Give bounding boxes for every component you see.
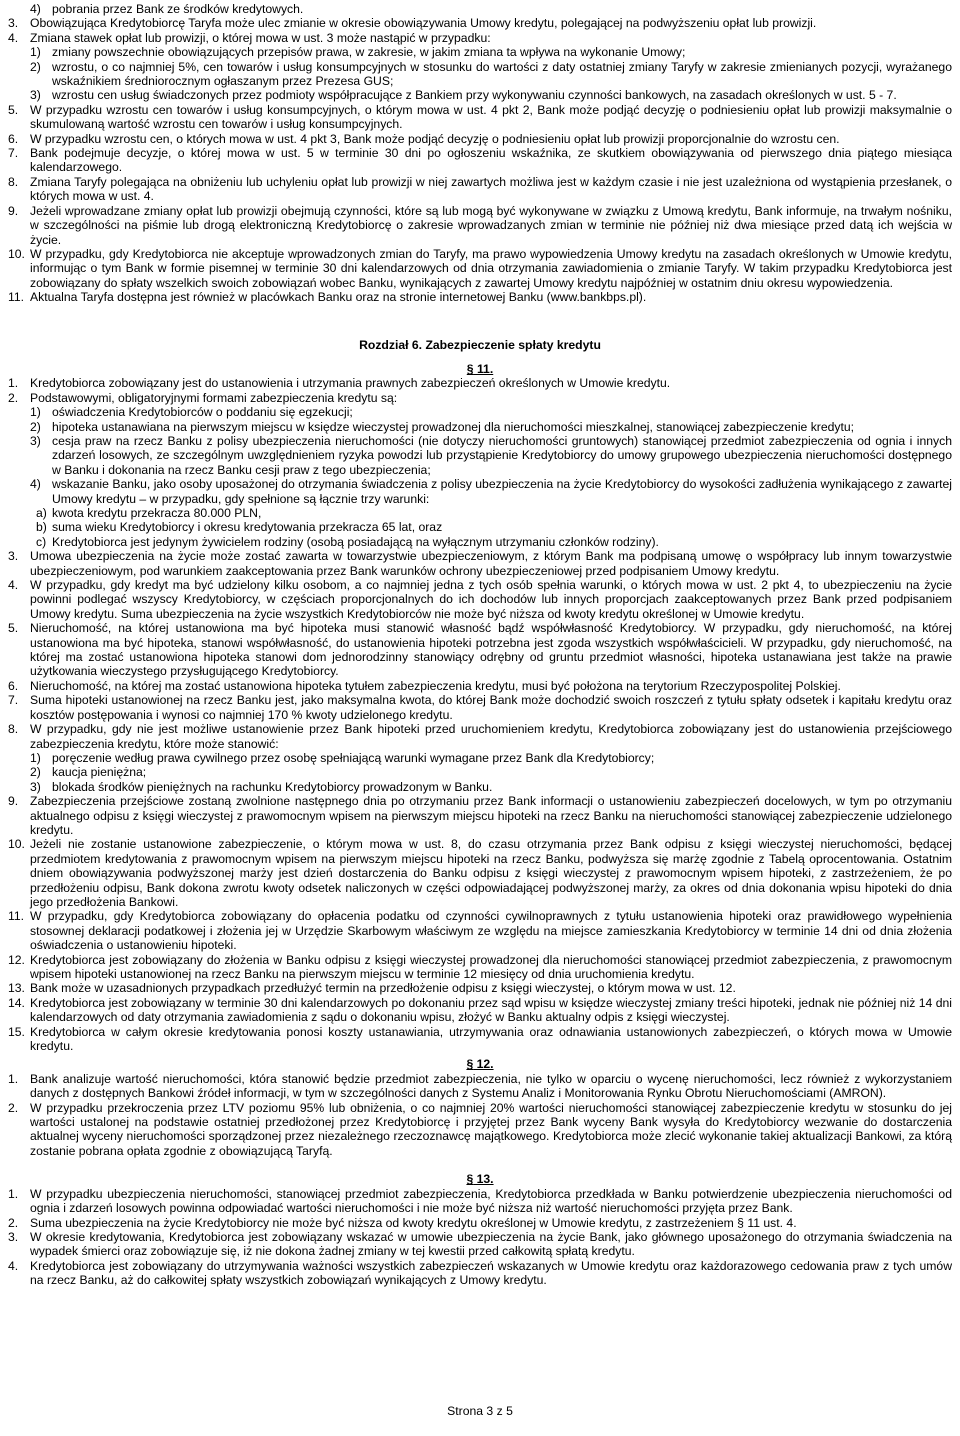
- item-number: 2.: [8, 1100, 19, 1115]
- numbered-paragraph: [8, 679, 952, 693]
- numbered-paragraph: [8, 247, 952, 290]
- item-number: 2.: [8, 390, 19, 405]
- numbered-paragraph: [8, 175, 952, 204]
- numbered-paragraph: [8, 103, 952, 132]
- item-text: blokada środków pieniężnych na rachunku Kredytobiorcy prowadzonym w Banku.: [52, 779, 493, 794]
- item-number: 3): [30, 433, 41, 448]
- numbered-paragraph: [8, 1072, 952, 1101]
- item-text: Zmiana stawek opłat lub prowizji, o której mowa w ust. 3 może nastąpić w przypadku:: [30, 30, 491, 45]
- item-number: 9.: [8, 794, 19, 809]
- section-number: 11.: [473, 361, 494, 376]
- item-number: 4): [30, 2, 41, 16]
- item-number: 6.: [8, 678, 19, 693]
- item-text: W przypadku wzrostu cen towarów i usług konsumpcyjnych, o którym mowa w ust. 4 pkt 2, Bank może podjąć decyzję o podniesieniu opłat lub prowizji maksymalnie o skumulowaną wartość wzrostu cen towarów i usług konsumpcyjnych.: [30, 102, 952, 132]
- numbered-paragraph: [8, 578, 952, 621]
- item-text: Zabezpieczenia przejściowe zostaną zwolnione następnego dnia po otrzymaniu przez Bank informacji o ustanowieniu zabezpieczeń docelowych, w tym po otrzymaniu aktualnego odpisu z księgi wieczystej z prawomocnym wpisem na pierwszym miejscu hipoteki na rzecz Banku na nieruchomości stanowiącej zabezpieczenie udzielonego kredytu.: [30, 794, 952, 837]
- numbered-paragraph: [8, 1025, 952, 1054]
- continuation-list: [8, 2, 952, 305]
- item-number: 11.: [8, 290, 25, 305]
- item-text: W przypadku, gdy Kredytobiorca nie akceptuje wprowadzonych zmian do Taryfy, ma prawo wypowiedzenia Umowy kredytu na zasadach określonych w Umowie kredytu, informując o tym Bank w formie pisemnej w terminie 30 dni kalendarzowych od dnia otrzymania zawiadomienia o zmianie Taryfy. W takim przypadku Kredytobiorca jest zobowiązany do spłaty wszelkich swoich zobowiązań wobec Banku, wynikających z zawartej Umowy kredytu najpóźniej w ostatnim dniu okresu wypowiedzenia.: [30, 246, 952, 290]
- item-number: 6.: [8, 131, 19, 146]
- numbered-paragraph: [8, 16, 952, 30]
- numbered-paragraph: [8, 722, 952, 751]
- numbered-paragraph: [8, 909, 952, 952]
- item-number: 15.: [8, 1024, 25, 1039]
- item-text: wzrostu cen usług świadczonych przez podmioty współpracujące z Bankiem przy wykonywaniu czynności bankowych, na zasadach określonych w ust. 5 - 7.: [52, 88, 897, 103]
- numbered-paragraph: [8, 1230, 952, 1259]
- item-text: Nieruchomość, na której ma zostać ustanowiona hipoteka tytułem zabezpieczenia kredytu, musi być położona na terytorium Rzeczypospolitej Polskiej.: [30, 678, 841, 693]
- item-number: 3.: [8, 1229, 19, 1244]
- item-number: 3.: [8, 549, 19, 564]
- item-number: 5.: [8, 621, 19, 636]
- section-12-list: [8, 1072, 952, 1158]
- item-text: Kredytobiorca w całym okresie kredytowania ponosi koszty ustanawiania, utrzymywania oraz odnawiania ustanowionych zabezpieczeń, o których mowa w Umowie kredytu.: [30, 1024, 952, 1054]
- item-number: 4.: [8, 30, 19, 45]
- item-text: Podstawowymi, obligatoryjnymi formami zabezpieczenia kredytu są:: [30, 390, 398, 405]
- sub-point: [8, 434, 952, 477]
- item-number: 9.: [8, 203, 19, 218]
- item-number: a): [36, 506, 47, 520]
- section-symbol: §: [466, 1172, 474, 1187]
- section-symbol: §: [466, 1057, 474, 1072]
- item-text: wzrostu, o co najmniej 5%, cen towarów i usług konsumpcyjnych w stosunku do wartości z daty ostatniej zmiany Taryfy w zakresie zmienianych pozycji, wyrażanego wskaźnikiem średniorocznym ogłaszanym przez Prezesa GUS;: [52, 59, 952, 89]
- item-number: 1): [30, 750, 41, 765]
- numbered-paragraph: [8, 290, 952, 304]
- numbered-paragraph: [8, 996, 952, 1025]
- sub-point: [8, 477, 952, 506]
- item-text: oświadczenia Kredytobiorców o poddaniu się egzekucji;: [52, 405, 353, 420]
- sub-sub-point: [8, 520, 952, 534]
- numbered-paragraph: [8, 391, 952, 405]
- section-11-heading: [8, 362, 952, 376]
- item-text: W przypadku przekroczenia przez LTV poziomu 95% lub obniżenia, o co najmniej 20% wartości nieruchomości stanowiącej zabezpieczenie kredytu w stosunku do jej wartości ustalonej na podstawie ostatniej przedłożonej przez Kredytobiorcę i przyjętej przez Bank wyceny Bank wysyła do Kredytobiorcy wezwanie do dostarczenia aktualnej wyceny nieruchomości sporządzonej przez niezależnego rzeczoznawcę majątkowego. Kredytobiorca może zlecić wykonanie takiej aktualizacji Bankowi, za którą zostanie pobrana opłata zgodnie z obowiązującą Taryfą.: [30, 1100, 952, 1158]
- sub-point: [8, 405, 952, 419]
- item-text: Jeżeli nie zostanie ustanowione zabezpieczenie, o którym mowa w ust. 8, do czasu otrzymania przez Bank odpisu z księgi wieczystej nieruchomości, będącej przedmiotem kredytowania z prawomocnym wpisem na pierwszym miejscu hipoteki na rzecz Banku, podwyższa się marżę zgodnie z Tabelą oprocentowania. Ostatnim dniem obowiązywania podwyższonej marży jest dzień dostarczenia do Banku odpisu z księgi wieczystej z prawomocnym wpisem hipoteki, z zastrzeżeniem, że po przedłożeniu odpisu, Bank dokona zwrotu kwoty odsetek naliczonych w części odpowiadającej podwyższonej marży, za okres od dnia dokonania wpisu hipoteki do dnia jego przedłożenia Bankowi.: [30, 837, 952, 909]
- numbered-paragraph: [8, 621, 952, 679]
- section-11-list: [8, 376, 952, 1053]
- item-text: hipoteka ustanawiana na pierwszym miejscu w księdze wieczystej prowadzonej dla nieruchomości mieszkalnej, stanowiącej zabezpieczenie kredytu;: [52, 419, 855, 434]
- item-number: 4.: [8, 1258, 19, 1273]
- numbered-paragraph: [8, 1101, 952, 1159]
- item-number: 3): [30, 779, 41, 794]
- numbered-paragraph: [8, 1216, 952, 1230]
- sub-point: [8, 88, 952, 102]
- numbered-paragraph: [8, 1187, 952, 1216]
- item-number: 7.: [8, 146, 19, 161]
- item-text: W przypadku, gdy Kredytobiorca zobowiązany do opłacenia podatku od czynności cywilnoprawnych z tytułu ustanowienia hipoteki oraz prawidłowego wypełnienia stosownej deklaracji podatkowej i złożenia jej w Urzędzie Skarbowym właściwym ze względu na miejsce zamieszkania Kredytobiorcy w terminie 14 dni od dnia złożenia oświadczenia o ustanowieniu hipoteki.: [30, 909, 952, 953]
- item-number: 7.: [8, 693, 19, 708]
- item-number: b): [36, 520, 47, 535]
- item-text: Kredytobiorca jest zobowiązany do utrzymywania ważności wszystkich zabezpieczeń wskazanych w Umowie kredytu oraz każdorazowego cedowania praw z tych umów na rzecz Banku, aż do całkowitej spłaty wszystkich zobowiązań wynikających z Umowy kredytu.: [30, 1258, 952, 1288]
- item-number: 10.: [8, 837, 25, 852]
- item-text: cesja praw na rzecz Banku z polisy ubezpieczenia nieruchomości (nie dotyczy nieruchomości gruntowych) stanowiącej przedmiot zabezpieczenia od ognia i innych zdarzeń losowych, ze szczególnym uwzględnieniem ryzyka powodzi lub przystąpienie Kredytobiorcy do umowy grupowego ubezpieczenia nieruchomości dostępnego w Banku i dokonania na rzecz Banku cesji praw z tego ubezpieczenia;: [52, 433, 952, 477]
- item-text: Bank podejmuje decyzje, o której mowa w ust. 5 w terminie 30 dni po ogłoszeniu wskaźnika, ze skutkiem obowiązywania od pierwszego dnia piątego miesiąca kalendarzowego.: [30, 146, 952, 175]
- numbered-paragraph: [8, 146, 952, 175]
- item-number: 8.: [8, 174, 19, 189]
- section-13-heading: [8, 1172, 952, 1186]
- numbered-paragraph: [8, 1259, 952, 1288]
- item-number: 2): [30, 419, 41, 434]
- item-text: Suma ubezpieczenia na życie Kredytobiorcy nie może być niższa od kwoty kredytu określonej w Umowie kredytu, z zastrzeżeniem § 11 ust. 4.: [30, 1215, 797, 1230]
- item-text: suma wieku Kredytobiorcy i okresu kredytowania przekracza 65 lat, oraz: [52, 520, 443, 535]
- item-number: 4.: [8, 578, 19, 593]
- item-number: 11.: [8, 909, 25, 924]
- sub-point: [8, 780, 952, 794]
- numbered-paragraph: [8, 132, 952, 146]
- item-text: W przypadku, gdy nie jest możliwe ustanowienie przez Bank hipoteki przed uruchomieniem kredytu, Kredytobiorca zobowiązany jest do ustanowienia przejściowego zabezpieczenia kredytu, które może stanowić:: [30, 722, 952, 751]
- item-number: 3.: [8, 16, 19, 31]
- item-text: W przypadku wzrostu cen, o których mowa w ust. 4 pkt 3, Bank może podjąć decyzję o podniesieniu opłat lub prowizji proporcjonalnie do wzrostu cen.: [30, 131, 840, 146]
- item-number: 1.: [8, 376, 19, 391]
- section-number: 12.: [473, 1057, 494, 1072]
- item-text: Kredytobiorca jest jedynym żywicielem rodziny (osobą posiadającą na wyłącznym utrzymaniu członków rodziny).: [52, 534, 659, 549]
- numbered-paragraph: [8, 953, 952, 982]
- item-number: 1.: [8, 1186, 19, 1201]
- item-number: 12.: [8, 952, 25, 967]
- item-number: 13.: [8, 981, 25, 996]
- numbered-paragraph: [8, 31, 952, 45]
- numbered-paragraph: [8, 204, 952, 247]
- item-text: poręczenie według prawa cywilnego przez osobę spełniającą warunki wymagane przez Bank dla Kredytobiorcy;: [52, 750, 655, 765]
- item-number: 1): [30, 45, 41, 60]
- sub-point: [8, 2, 952, 16]
- item-number: 10.: [8, 246, 25, 261]
- item-number: 5.: [8, 102, 19, 117]
- section-12-heading: [8, 1057, 952, 1071]
- sub-sub-point: [8, 535, 952, 549]
- item-text: W okresie kredytowania, Kredytobiorca jest zobowiązany wskazać w umowie ubezpieczenia na życie Bank, jako głównego uposażonego do otrzymania świadczenia na wypadek śmierci oraz zobowiązuje się, iż nie dokona żadnej zmiany w tej kwestii przed całkowitą spłatą kredytu.: [30, 1229, 952, 1259]
- item-text: Jeżeli wprowadzane zmiany opłat lub prowizji obejmują czynności, które są lub mogą być wykonywane w związku z Umową kredytu, Bank informuje, na trwałym nośniku, w szczególności na piśmie lub drogą elektroniczną Kredytobiorcę o zakresie wprowadzanych zmian w terminie nie później niż dwa miesiące przed datą ich wejścia w życie.: [30, 203, 952, 247]
- item-text: Kredytobiorca jest zobowiązany do złożenia w Banku odpisu z księgi wieczystej prowadzonej dla nieruchomości stanowiącej przedmiot zabezpieczenia, z prawomocnym wpisem hipoteki ustanowionej na rzecz Banku na pierwszym miejscu w terminie 12 miesięcy od dnia uruchomienia kredytu.: [30, 952, 952, 981]
- item-number: 1.: [8, 1071, 19, 1086]
- section-number: 13.: [473, 1172, 494, 1187]
- item-text: Kredytobiorca zobowiązany jest do ustanowienia i utrzymania prawnych zabezpieczeń określonych w Umowie kredytu.: [30, 376, 671, 391]
- sub-point: [8, 45, 952, 59]
- item-text: Obowiązująca Kredytobiorcę Taryfa może ulec zmianie w okresie obowiązywania Umowy kredytu, polegającej na podwyższeniu opłat lub prowizji.: [30, 16, 817, 31]
- numbered-paragraph: [8, 693, 952, 722]
- sub-point: [8, 60, 952, 89]
- section-symbol: §: [466, 361, 474, 376]
- chapter-heading: Rozdział 6. Zabezpieczenie spłaty kredytu: [359, 337, 601, 352]
- numbered-paragraph: [8, 376, 952, 390]
- sub-sub-point: [8, 506, 952, 520]
- item-text: Umowa ubezpieczenia na życie może zostać zawarta w towarzystwie ubezpieczeniowym, z którym Bank ma podpisaną umowę o współpracy lub innym towarzystwie ubezpieczeniowym, pod warunkiem zaakceptowania przez Bank warunków ochrony ubezpieczeniowej przed podpisaniem Umowy kredytu.: [30, 549, 952, 578]
- item-number: 2.: [8, 1215, 19, 1230]
- item-text: Bank może w uzasadnionych przypadkach przedłużyć termin na przedłożenie odpisu z księgi wieczystej, o którym mowa w ust. 12.: [30, 981, 736, 996]
- item-number: 8.: [8, 722, 19, 737]
- item-text: zmiany powszechnie obowiązujących przepisów prawa, w zakresie, w jakim zmiana ta wpływa na wykonanie Umowy;: [52, 45, 686, 60]
- page-number-footer: Strona 3 z 5: [447, 1404, 513, 1418]
- sub-point: [8, 765, 952, 779]
- item-text: W przypadku ubezpieczenia nieruchomości, stanowiącej przedmiot zabezpieczenia, Kredytobiorca przedkłada w Banku potwierdzenie ubezpieczenia nieruchomości od ognia i zdarzeń losowych powinna odpowiadać wartości nieruchomości i nie może być niższa niż wartość nieruchomości przyjęta przez Bank.: [30, 1186, 952, 1216]
- numbered-paragraph: [8, 794, 952, 837]
- sub-point: [8, 420, 952, 434]
- numbered-paragraph: [8, 981, 952, 995]
- item-number: 4): [30, 477, 41, 492]
- item-text: Nieruchomość, na której ustanowiona ma być hipoteka musi stanowić własność bądź współwłasność Kredytobiorcy. W przypadku, gdy nieruchomość, na której ustanowiona ma być hipoteka, stanowi współwłasność, do ustanowienia hipoteki potrzebna jest zgoda wszystkich współwłaścicieli. W przypadku, gdy nieruchomość, na której ma zostać ustanowiona hipoteka stanowi dom jednorodzinny stanowiący odrębny od gruntu przedmiot własności, hipoteka ustanawiana jest także na prawie użytkowania wieczystego przysługującego Kredytobiorcy.: [30, 621, 952, 679]
- numbered-paragraph: [8, 837, 952, 909]
- sub-point: [8, 751, 952, 765]
- item-text: wskazanie Banku, jako osoby uposażonej do otrzymania świadczenia z polisy ubezpieczenia na życie Kredytobiorcy do wysokości zadłużenia wynikającego z zawartej Umowy kredytu – w przypadku, gdy spełnione są łącznie trzy warunki:: [52, 477, 952, 506]
- item-text: pobrania przez Bank ze środków kredytowych.: [52, 2, 304, 16]
- item-text: W przypadku, gdy kredyt ma być udzielony kilku osobom, a co najmniej jedna z tych osób spełnia warunki, o których mowa w ust. 2 pkt 4, to ubezpieczeniu na życie powinni podlegać wszyscy Kredytobiorcy, w częściach proporcjonalnych do ich dochodów lub innych proporcjach zaakceptowanych przez Bank przed podpisaniem Umowy kredytu. Suma ubezpieczenia na życie wszystkich Kredytobiorców nie może być niższa od kwoty kredytu określonej w Umowie kredytu.: [30, 578, 952, 621]
- item-number: 2): [30, 59, 41, 74]
- item-number: 14.: [8, 995, 25, 1010]
- item-text: kaucja pieniężna;: [52, 765, 147, 780]
- item-text: Suma hipoteki ustanowionej na rzecz Banku jest, jako maksymalna kwota, do której Bank może dochodzić swoich roszczeń z tytułu spłaty odsetek i kapitału kredytu oraz kosztów postępowania i wynosi co najmniej 170 % kwoty udzielonego kredytu.: [30, 693, 952, 722]
- item-number: c): [36, 534, 47, 549]
- item-number: 3): [30, 88, 41, 103]
- item-text: Kredytobiorca jest zobowiązany w terminie 30 dni kalendarzowych po dokonaniu przez sąd wpisu w księdze wieczystej zmiany treści hipoteki, jednak nie później niż 14 dni kalendarzowych od daty otrzymania zawiadomienia z sądu o dokonaniu wpisu, złożyć w Banku aktualny odpis z księgi wieczystej.: [30, 995, 952, 1025]
- item-number: 1): [30, 405, 41, 420]
- item-text: Aktualna Taryfa dostępna jest również w placówkach Banku oraz na stronie internetowej Banku (www.bankbps.pl).: [30, 290, 647, 305]
- item-text: kwota kredytu przekracza 80.000 PLN,: [52, 506, 262, 520]
- item-text: Zmiana Taryfy polegająca na obniżeniu lub uchyleniu opłat lub prowizji w niej zawartych możliwa jest w każdym czasie i nie jest uzależniona od wystąpienia przesłanek, o których mowa w ust. 4.: [30, 174, 952, 204]
- section-13-list: [8, 1187, 952, 1288]
- item-number: 2): [30, 765, 41, 780]
- item-text: Bank analizuje wartość nieruchomości, która stanowić będzie przedmiot zabezpieczenia, nie tylko w oparciu o wycenę nieruchomości, lecz również z wykorzystaniem danych z dostępnych Bankowi źródeł informacji, w tym w szczególności danych z Systemu Analiz i Monitorowania Rynku Obrotu Nieruchomościami (AMRON).: [30, 1071, 952, 1101]
- numbered-paragraph: [8, 549, 952, 578]
